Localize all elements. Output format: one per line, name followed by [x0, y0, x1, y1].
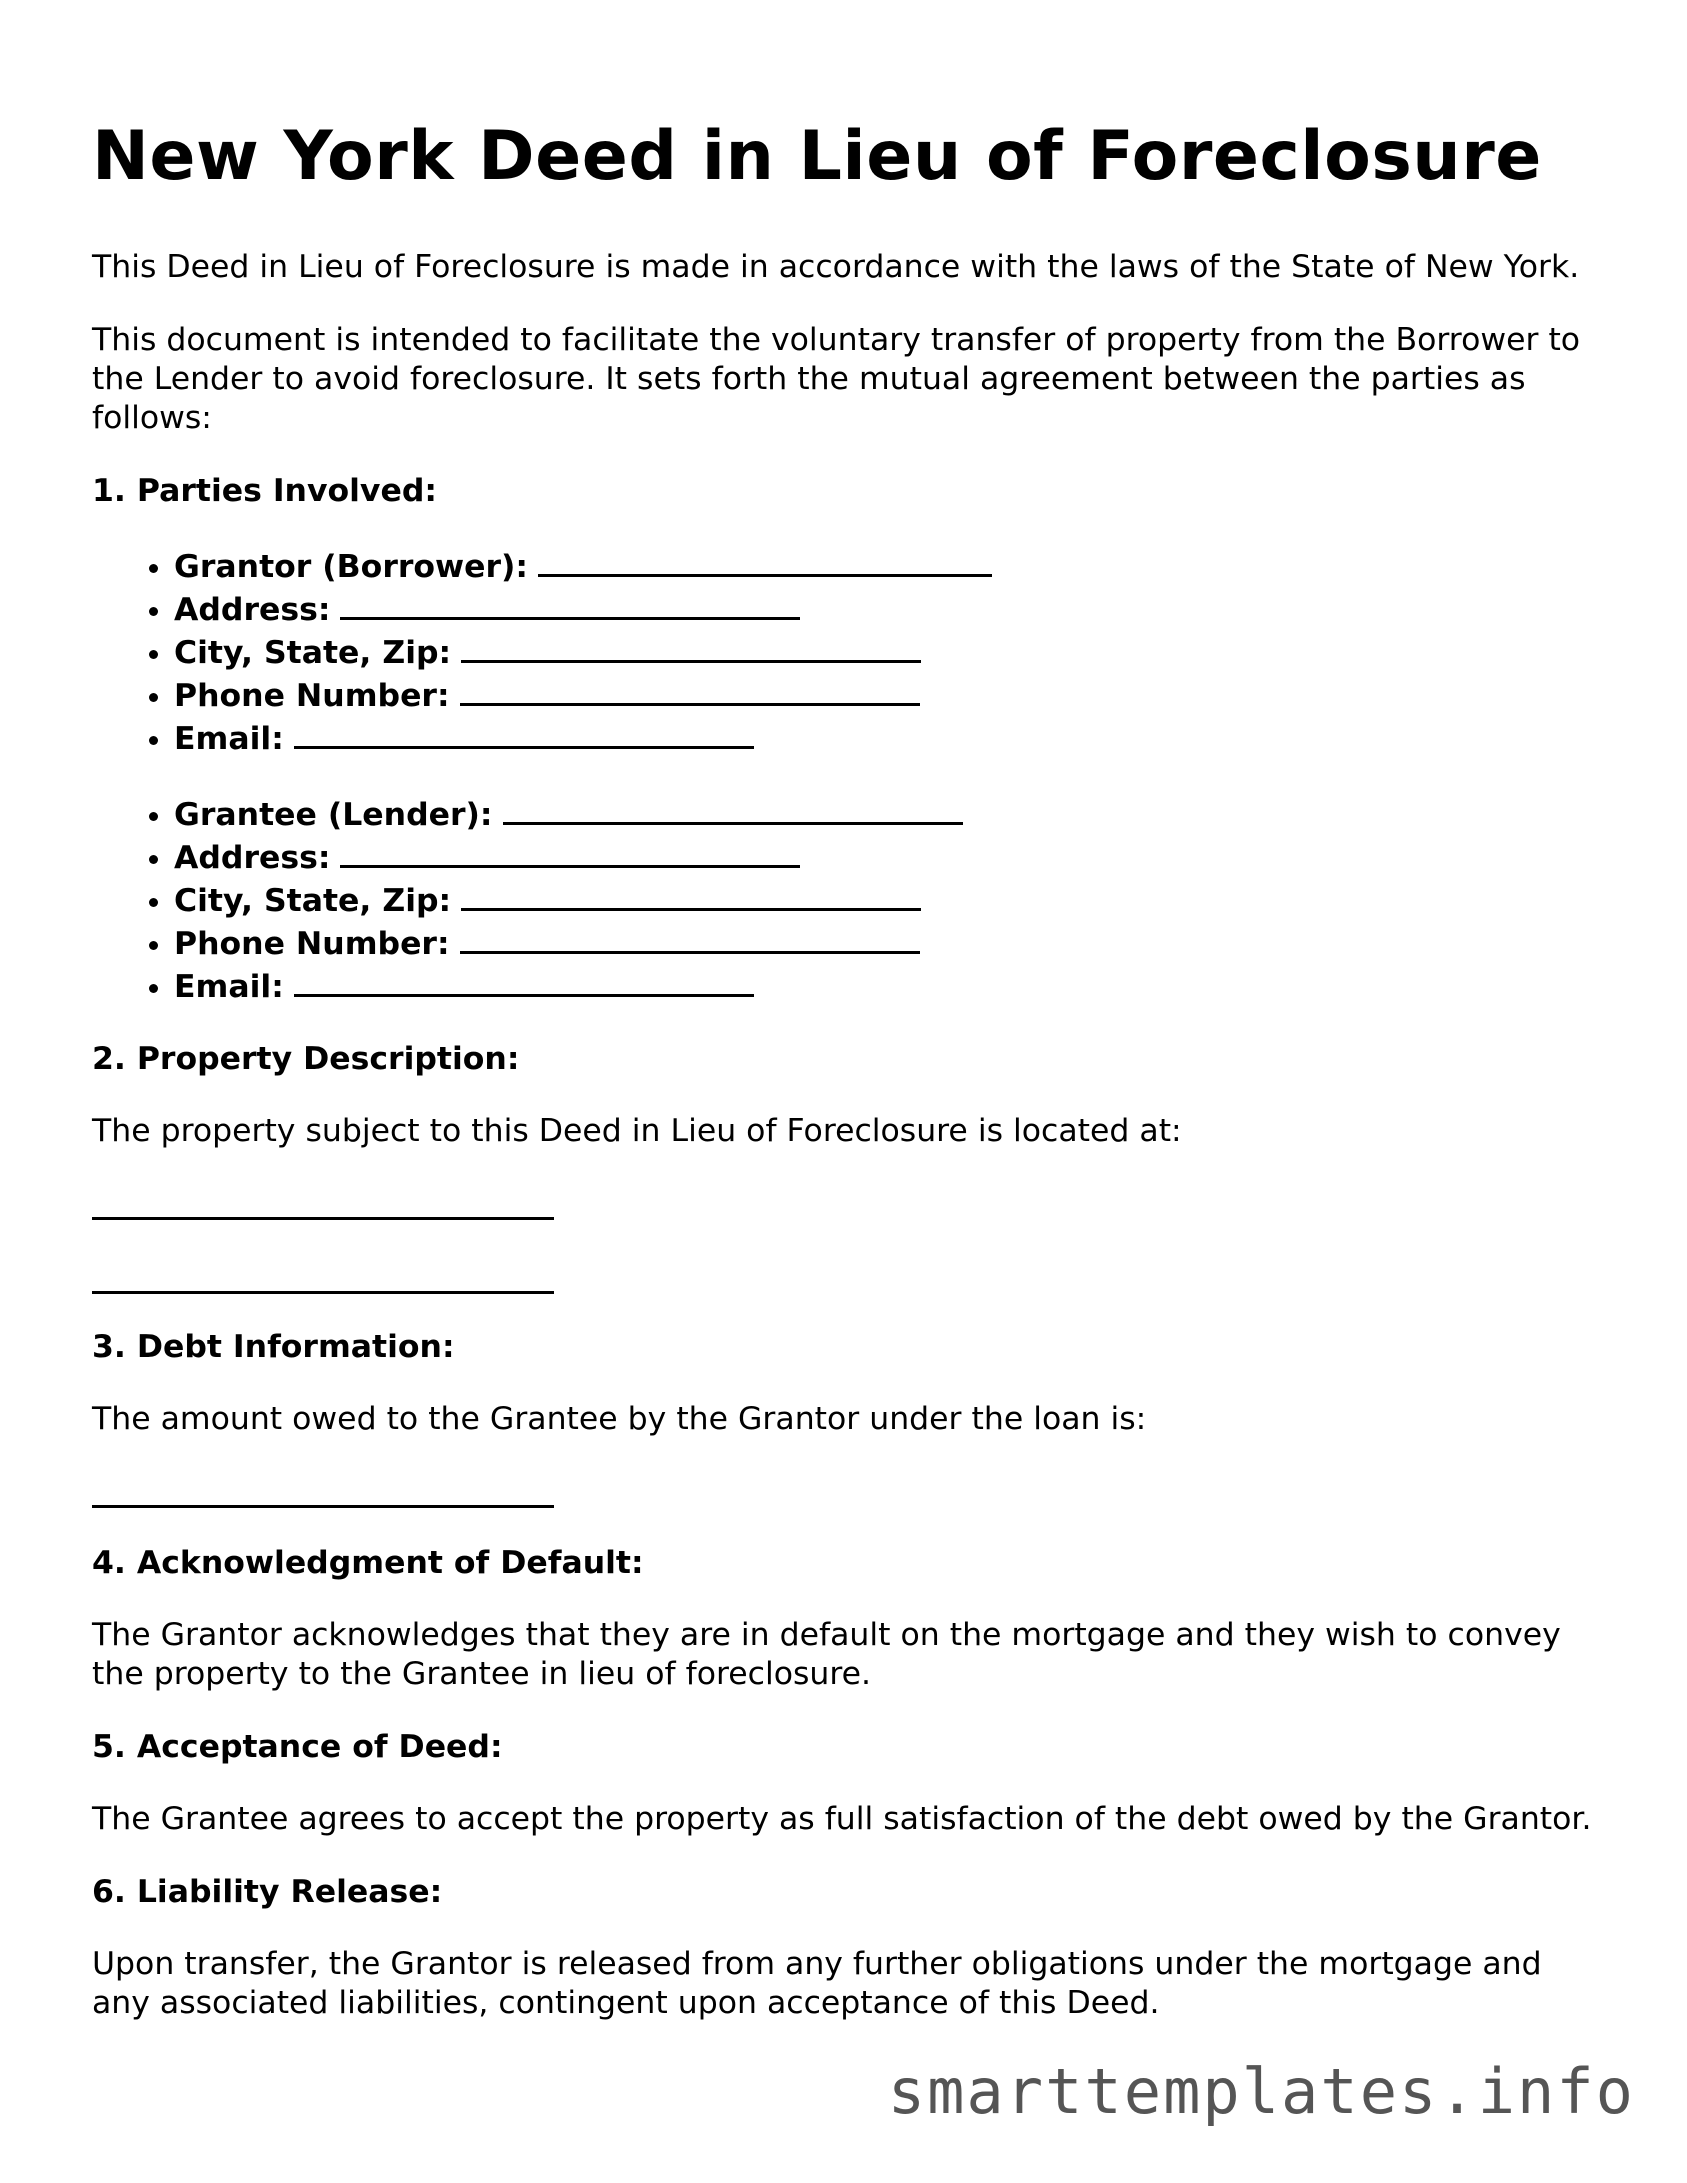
field-label: Email:: [174, 721, 284, 757]
grantor-name-item: [174, 544, 1592, 587]
field-label: Email:: [174, 969, 284, 1005]
grantee-address-item: [174, 835, 1592, 878]
section-5-heading: 5. Acceptance of Deed:: [92, 1729, 503, 1765]
grantor-address-field[interactable]: [340, 587, 800, 620]
grantee-list: [92, 792, 1592, 1007]
grantee-city-item: [174, 878, 1592, 921]
field-label: Address:: [174, 840, 331, 876]
grantor-address-item: [174, 587, 1592, 630]
intro-paragraph-2: This document is intended to facilitate the voluntary transfer of property from the Borrower to the Lender to avoid foreclosure. It sets forth the mutual agreement between the parties as follows:: [92, 322, 1581, 436]
debt-amount-line[interactable]: [92, 1505, 554, 1508]
section-2-heading: 2. Property Description:: [92, 1041, 520, 1077]
field-label: Address:: [174, 592, 331, 628]
property-address-line-1[interactable]: [92, 1217, 554, 1220]
grantor-phone-item: [174, 673, 1592, 716]
field-label: City, State, Zip:: [174, 635, 452, 671]
section-6-heading: 6. Liability Release:: [92, 1874, 443, 1910]
grantee-phone-item: [174, 921, 1592, 964]
property-address-line-2[interactable]: [92, 1291, 554, 1294]
grantee-city-field[interactable]: [461, 878, 921, 911]
grantor-name-field[interactable]: [538, 544, 992, 577]
watermark: smarttemplates.info: [887, 2055, 1635, 2128]
grantee-address-field[interactable]: [340, 835, 800, 868]
section-5-text: The Grantee agrees to accept the property as full satisfaction of the debt owed by the Grantor.: [92, 1801, 1592, 1837]
section-4-text: The Grantor acknowledges that they are in default on the mortgage and they wish to convey the property to the Grantee in lieu of foreclosure.: [92, 1617, 1561, 1692]
section-6-text: Upon transfer, the Grantor is released from any further obligations under the mortgage and any associated liabilities, contingent upon acceptance of this Deed.: [92, 1946, 1542, 2021]
field-label: Phone Number:: [174, 678, 450, 714]
grantee-email-item: [174, 964, 1592, 1007]
grantee-name-item: [174, 792, 1592, 835]
field-label: City, State, Zip:: [174, 883, 452, 919]
section-4-heading: 4. Acknowledgment of Default:: [92, 1545, 644, 1581]
grantor-phone-field[interactable]: [460, 673, 920, 706]
grantor-email-field[interactable]: [294, 716, 754, 749]
section-3-text: The amount owed to the Grantee by the Grantor under the loan is:: [92, 1401, 1147, 1437]
grantee-name-field[interactable]: [503, 792, 963, 825]
grantor-list: [92, 544, 1592, 759]
grantee-email-field[interactable]: [294, 964, 754, 997]
field-label: Grantor (Borrower):: [174, 549, 529, 585]
document-page: [92, 112, 1592, 2057]
grantor-city-field[interactable]: [461, 630, 921, 663]
section-1-heading: 1. Parties Involved:: [92, 473, 437, 509]
section-3-heading: 3. Debt Information:: [92, 1329, 455, 1365]
section-2-text: The property subject to this Deed in Lieu of Foreclosure is located at:: [92, 1113, 1182, 1149]
grantor-city-item: [174, 630, 1592, 673]
grantor-email-item: [174, 716, 1592, 759]
grantee-phone-field[interactable]: [460, 921, 920, 954]
field-label: Grantee (Lender):: [174, 797, 493, 833]
document-title: New York Deed in Lieu of Foreclosure: [92, 117, 1542, 196]
intro-paragraph-1: This Deed in Lieu of Foreclosure is made in accordance with the laws of the State of New York.: [92, 249, 1580, 285]
field-label: Phone Number:: [174, 926, 450, 962]
